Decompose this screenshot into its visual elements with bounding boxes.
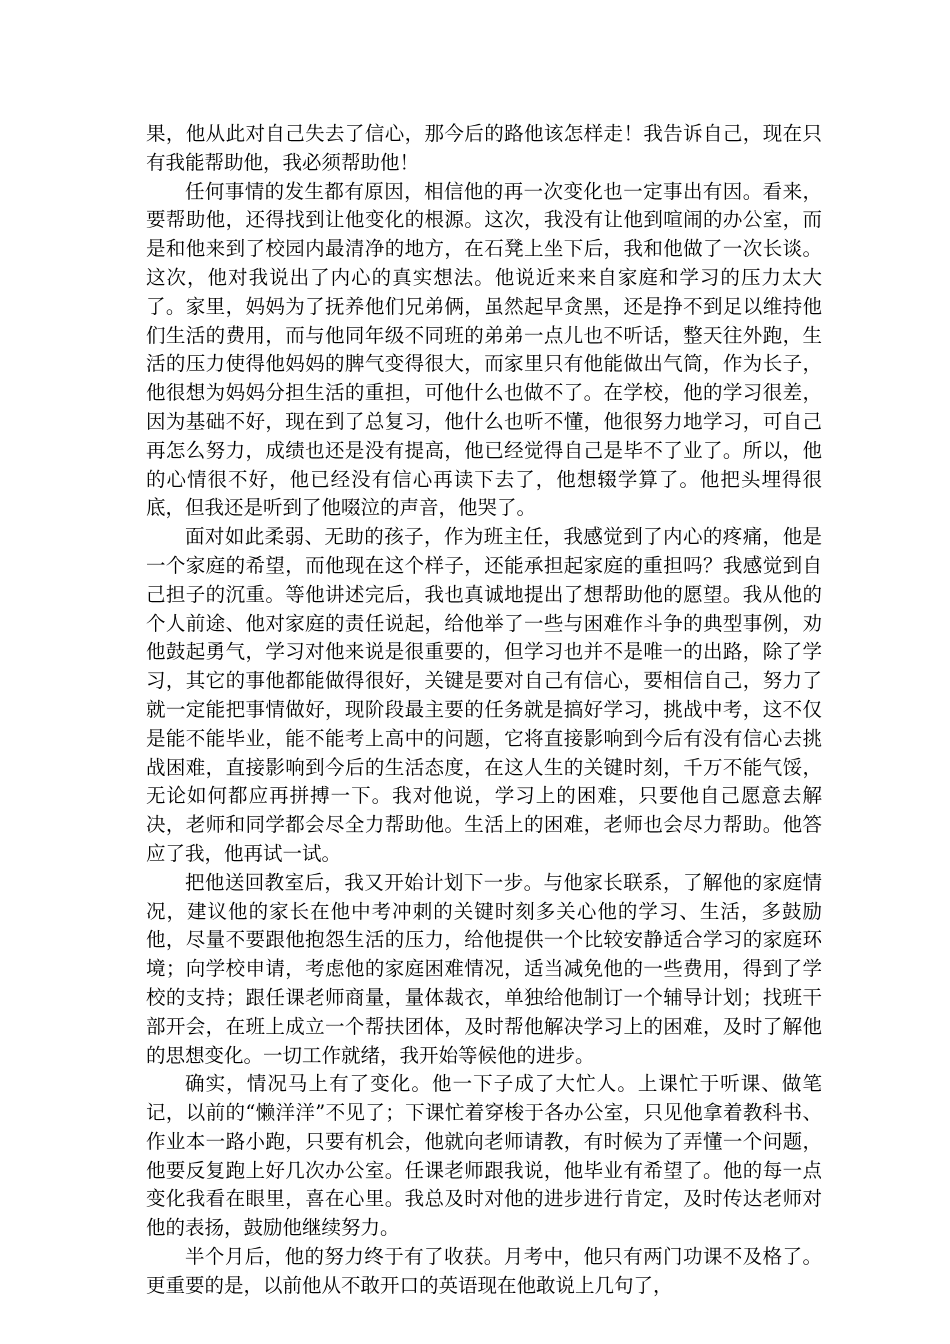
paragraph-talk: 任何事情的发生都有原因，相信他的再一次变化也一定事出有因。看来，要帮助他，还得找到让他变化的根源。这次，我没有让他到喧闹的办公室，而是和他来到了校园内最清净的地方，在石凳上坐下后，我和他做了一次长谈。这次，他对我说出了内心的真实想法。他说近来来自家庭和学习的压力太大了。家里，妈妈为了抚养他们兄弟俩，虽然起早贪黑，还是挣不到足以维持他们生活的费用，而与他同年级不同班的弟弟一点儿也不听话，整天往外跑，生活的压力使得他妈妈的脾气变得很大，而家里只有他能做出气筒，作为长子，他很想为妈妈分担生活的重担，可他什么也做不了。在学校，他的学习很差，因为基础不好，现在到了总复习，他什么也听不懂，他很努力地学习，可自己再怎么努力，成绩也还是没有提高，他已经觉得自己是毕不了业了。所以，他的心情很不好，他已经没有信心再读下去了，他想辍学算了。他把头埋得很底，但我还是听到了他啜泣的声音，他哭了。	[146, 179, 822, 520]
paragraph-encouragement: 面对如此柔弱、无助的孩子，作为班主任，我感觉到了内心的疼痛，他是一个家庭的希望，而他现在这个样子，还能承担起家庭的重担吗？我感觉到自己担子的沉重。等他讲述完后，我也真诚地提出了想帮助他的愿望。我从他的个人前途、他对家庭的责任说起，给他举了一些与困难作斗争的典型事例，劝他鼓起勇气，学习对他来说是很重要的，但学习也并不是唯一的出路，除了学习，其它的事他都能做得很好，关键是要对自己有信心，要相信自己，努力了就一定能把事情做好，现阶段最主要的任务就是搞好学习，挑战中考，这不仅是能不能毕业，能不能考上高中的问题，它将直接影响到今后有没有信心去挑战困难，直接影响到今后的生活态度，在这人生的关键时刻，千万不能气馁，无论如何都应再拼搏一下。我对他说，学习上的困难，只要他自己愿意去解决，老师和同学都会尽全力帮助他。生活上的困难，老师也会尽力帮助。他答应了我，他再试一试。	[146, 525, 822, 865]
document-page	[146, 120, 822, 1301]
paragraph-change: 确实，情况马上有了变化。他一下子成了大忙人。上课忙于听课、做笔记，以前的“懒洋洋”不见了；下课忙着穿梭于各办公室，只见他拿着教科书、作业本一路小跑，只要有机会，他就向老师请教，有时候为了弄懂一个问题，他要反复跑上好几次办公室。任课老师跟我说，他毕业有希望了。他的每一点变化我看在眼里，喜在心里。我总及时对他的进步进行肯定，及时传达老师对他的表扬，鼓励他继续努力。	[146, 1072, 822, 1240]
paragraph-progress: 半个月后，他的努力终于有了收获。月考中，他只有两门功课不及格了。更重要的是，以前他从不敢开口的英语现在他敢说上几句了，	[146, 1245, 822, 1297]
paragraph-plan: 把他送回教室后，我又开始计划下一步。与他家长联系，了解他的家庭情况，建议他的家长在他中考冲刺的关键时刻多关心他的学习、生活，多鼓励他，尽量不要跟他抱怨生活的压力，给他提供一个比较安静适合学习的家庭环境；向学校申请，考虑他的家庭困难情况，适当减免他的一些费用，得到了学校的支持；跟任课老师商量，量体裁衣，单独给他制订一个辅导计划；找班干部开会，在班上成立一个帮扶团体，及时帮他解决学习上的困难，及时了解他的思想变化。一切工作就绪，我开始等候他的进步。	[146, 870, 822, 1067]
paragraph-continued: 果，他从此对自己失去了信心，那今后的路他该怎样走！我告诉自己，现在只有我能帮助他，我必须帮助他！	[146, 122, 822, 174]
